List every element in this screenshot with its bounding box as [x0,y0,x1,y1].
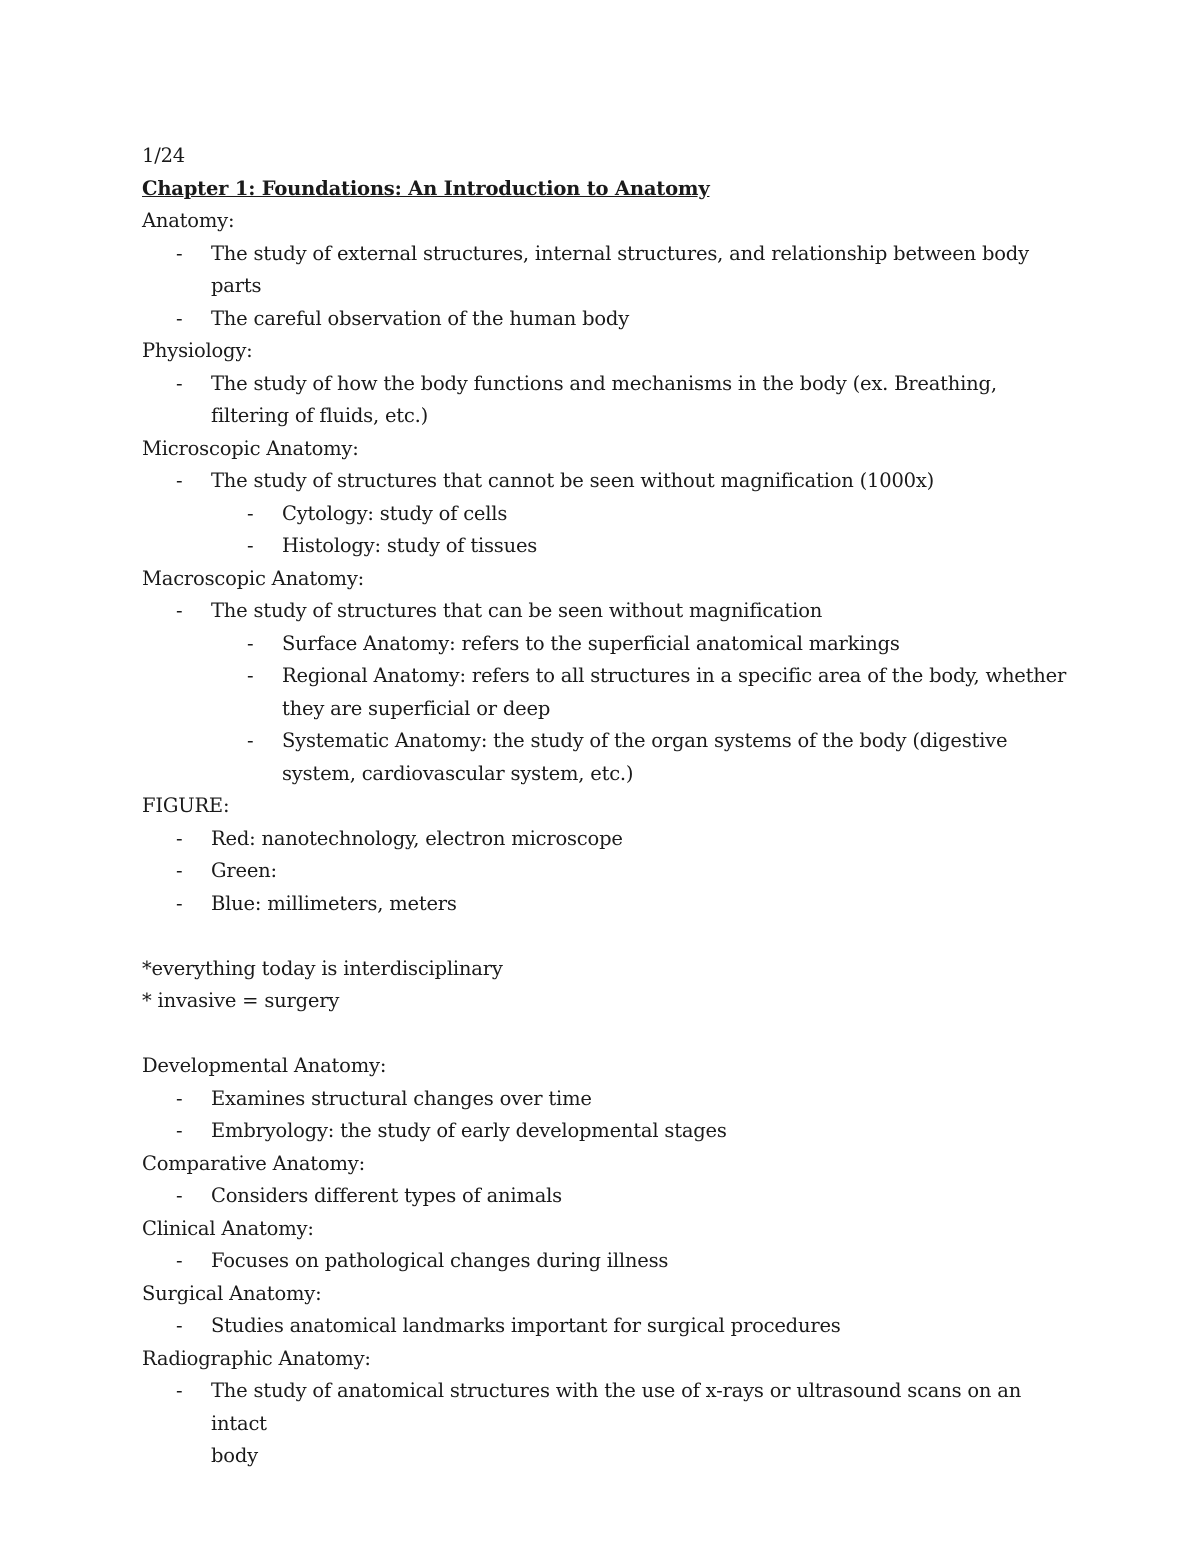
bullet-dash: - [176,891,183,915]
note-line: *everything today is interdisciplinary [142,956,503,980]
section-heading-anatomy: Anatomy: [142,209,235,232]
section-heading-clinical: Clinical Anatomy: [142,1216,314,1240]
spacer [142,1018,1082,1051]
list-item: - The careful observation of the human body [142,303,1082,336]
list-item: - The study of how the body functions and mechanisms in the body (ex. Breathing, filtering of fluids, etc.) [142,368,1082,433]
list-item: - Considers different types of animals [142,1180,1082,1213]
bullet-dash: - [247,729,254,752]
bullet-dash: - [176,1314,183,1337]
section-heading-microscopic: Microscopic Anatomy: [142,436,359,460]
list-item: - Focuses on pathological changes during illness [142,1245,1082,1278]
note-line: * invasive = surgery [142,989,340,1012]
bullet-dash: - [176,859,183,882]
section-heading-figure: FIGURE: [142,794,230,817]
list-item: - Red: nanotechnology, electron microscope [142,823,1082,856]
bullet-dash: - [176,1119,183,1142]
list-item: - Embryology: the study of early developmental stages [142,1115,1082,1148]
section-heading-physiology: Physiology: [142,339,253,362]
section-heading-macroscopic: Macroscopic Anatomy: [142,566,365,590]
bullet-dash: - [176,826,183,850]
section-heading-developmental: Developmental Anatomy: [142,1054,387,1077]
list-item: - Blue: millimeters, meters [142,888,1082,921]
bullet-dash: - [176,1086,183,1110]
list-item: - The study of structures that cannot be seen without magnification (1000x) [142,465,1082,498]
bullet-dash: - [176,371,183,395]
bullet-dash: - [176,599,183,622]
list-item: - The study of structures that can be seen without magnification [142,595,1082,628]
bullet-dash: - [247,664,254,687]
bullet-dash: - [176,469,183,492]
sub-list-item: - Regional Anatomy: refers to all structures in a specific area of the body, whether they are superficial or deep [142,660,1082,725]
list-item: - Examines structural changes over time [142,1083,1082,1116]
bullet-dash: - [176,1379,183,1402]
sub-list-item: - Surface Anatomy: refers to the superficial anatomical markings [142,628,1082,661]
spacer [142,920,1082,953]
bullet-dash: - [176,306,183,330]
bullet-dash: - [247,534,254,557]
list-item: - Studies anatomical landmarks important for surgical procedures [142,1310,1082,1343]
bullet-dash: - [176,241,183,265]
note-date: 1/24 [142,144,185,167]
bullet-dash: - [176,1249,183,1272]
section-heading-comparative: Comparative Anatomy: [142,1151,365,1175]
notes-body [142,140,1082,1473]
section-heading-surgical: Surgical Anatomy: [142,1281,322,1305]
bullet-dash: - [247,501,254,525]
sub-list-item: - Cytology: study of cells [142,498,1082,531]
section-heading-radiographic: Radiographic Anatomy: [142,1346,371,1370]
bullet-dash: - [247,631,254,655]
bullet-dash: - [176,1184,183,1207]
sub-list-item: - Systematic Anatomy: the study of the organ systems of the body (digestive system, cardiovascular system, etc.) [142,725,1082,790]
list-item: - Green: [142,855,1082,888]
list-item: - The study of external structures, internal structures, and relationship between body parts [142,238,1082,303]
chapter-title: Chapter 1: Foundations: An Introduction to Anatomy [142,176,710,200]
list-item: - The study of anatomical structures with the use of x-rays or ultrasound scans on an intact body [142,1375,1082,1473]
sub-list-item: - Histology: study of tissues [142,530,1082,563]
